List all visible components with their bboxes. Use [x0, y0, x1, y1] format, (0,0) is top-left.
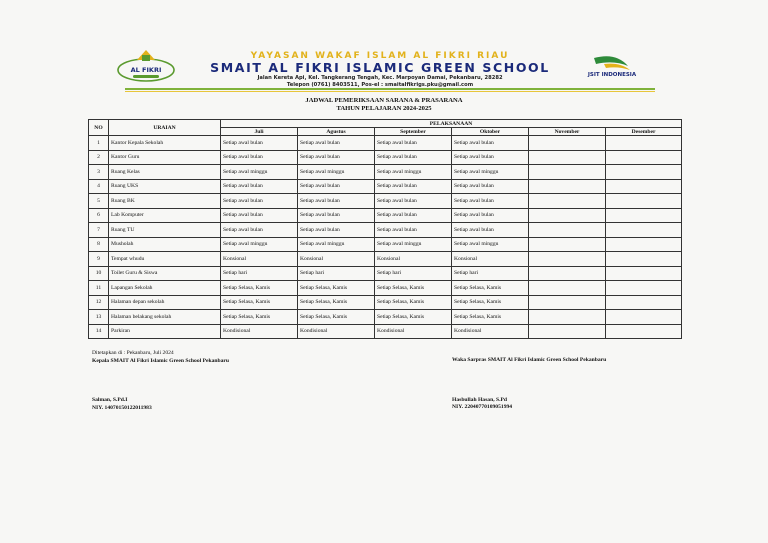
schedule-cell: Setiap Selasa, Kamis: [298, 281, 375, 296]
row-number: 7: [89, 223, 109, 238]
table-row: [89, 223, 682, 238]
schedule-cell: Setiap awal minggu: [452, 165, 529, 180]
table-row: [89, 150, 682, 165]
table-row: [89, 266, 682, 281]
schedule-cell: Setiap awal bulan: [375, 150, 452, 165]
schedule-cell: Setiap awal bulan: [221, 194, 298, 209]
table-row: [89, 179, 682, 194]
schedule-cell: Setiap Selasa, Kamis: [298, 310, 375, 325]
row-number: 5: [89, 194, 109, 209]
row-uraian: Kantor Guru: [109, 150, 221, 165]
schedule-cell: [606, 223, 682, 238]
table-row: [89, 194, 682, 209]
schedule-cell: [606, 165, 682, 180]
schedule-cell: Setiap hari: [452, 266, 529, 281]
schedule-cell: Setiap awal minggu: [452, 237, 529, 252]
row-number: 6: [89, 208, 109, 223]
foundation-name: YAYASAN WAKAF ISLAM AL FIKRI RIAU: [250, 51, 510, 61]
schedule-cell: Setiap awal bulan: [452, 150, 529, 165]
schedule-cell: Setiap awal bulan: [221, 179, 298, 194]
jsit-logo: [574, 52, 650, 80]
header-month: September: [375, 128, 452, 136]
table-row: [89, 281, 682, 296]
letterhead-divider-accent: [125, 91, 655, 92]
letterhead: [190, 51, 570, 88]
schedule-cell: [606, 295, 682, 310]
schedule-cell: [606, 281, 682, 296]
schedule-cell: Setiap awal bulan: [221, 223, 298, 238]
row-number: 2: [89, 150, 109, 165]
principal-position: Kepala SMAIT Al Fikri Islamic Green School Pekanbaru: [92, 357, 230, 364]
schedule-cell: [606, 208, 682, 223]
schedule-cell: Setiap awal bulan: [375, 223, 452, 238]
table-row: [89, 295, 682, 310]
row-uraian: Ruang BK: [109, 194, 221, 209]
schedule-cell: Setiap awal bulan: [375, 194, 452, 209]
schedule-cell: [529, 223, 606, 238]
school-address: Jalan Kereta Api, Kel. Tangkerang Tengah, Kec. Marpoyan Damai, Pekanbaru, 28282: [257, 75, 503, 81]
schedule-cell: [529, 252, 606, 267]
school-name: SMAIT AL FIKRI ISLAMIC GREEN SCHOOL: [210, 60, 550, 75]
row-uraian: Ruang UKS: [109, 179, 221, 194]
schedule-cell: [529, 194, 606, 209]
schedule-cell: Setiap awal minggu: [298, 165, 375, 180]
table-row: [89, 310, 682, 325]
schedule-cell: Setiap Selasa, Kamis: [298, 295, 375, 310]
row-number: 1: [89, 136, 109, 151]
schedule-cell: [529, 179, 606, 194]
schedule-cell: [529, 150, 606, 165]
principal-niy: NIY. 14070150122011983: [92, 404, 152, 411]
row-number: 3: [89, 165, 109, 180]
header-uraian: URAIAN: [109, 120, 221, 136]
schedule-cell: Setiap Selasa, Kamis: [221, 281, 298, 296]
schedule-cell: Setiap hari: [221, 266, 298, 281]
schedule-cell: Setiap awal bulan: [452, 136, 529, 151]
schedule-cell: Setiap awal bulan: [375, 136, 452, 151]
row-uraian: Halaman depan sekolah: [109, 295, 221, 310]
schedule-table: [88, 119, 682, 339]
row-uraian: Toilet Guru & Siswa: [109, 266, 221, 281]
schedule-cell: Setiap Selasa, Kamis: [221, 295, 298, 310]
signature-right: [452, 357, 606, 412]
row-uraian: Ruang TU: [109, 223, 221, 238]
waka-name: Hasbullah Hasan, S.Pd: [452, 396, 508, 403]
row-uraian: Ruang Kelas: [109, 165, 221, 180]
row-number: 9: [89, 252, 109, 267]
schedule-cell: Kondisional: [375, 324, 452, 339]
schedule-cell: [529, 324, 606, 339]
row-uraian: Parkiran: [109, 324, 221, 339]
schedule-cell: Setiap awal minggu: [375, 165, 452, 180]
letterhead-divider: [125, 88, 655, 90]
schedule-cell: Setiap hari: [298, 266, 375, 281]
table-row: [89, 165, 682, 180]
row-uraian: Musholah: [109, 237, 221, 252]
schedule-cell: Setiap awal bulan: [375, 208, 452, 223]
table-row: [89, 324, 682, 339]
schedule-cell: Setiap awal minggu: [298, 237, 375, 252]
schedule-cell: Setiap awal bulan: [298, 136, 375, 151]
place-date: Ditetapkan di : Pekanbaru, Juli 2024: [92, 350, 174, 356]
row-number: 14: [89, 324, 109, 339]
schedule-cell: [529, 165, 606, 180]
schedule-cell: Setiap awal bulan: [375, 179, 452, 194]
header-month: Juli: [221, 128, 298, 136]
schedule-cell: Konsional: [298, 252, 375, 267]
schedule-cell: Setiap awal bulan: [452, 194, 529, 209]
schedule-cell: Kondisional: [298, 324, 375, 339]
schedule-cell: Setiap awal bulan: [221, 136, 298, 151]
document-title: JADWAL PEMERIKSAAN SARANA & PRASARANA: [305, 97, 463, 104]
waka-position: Waka Sarpras SMAIT Al Fikri Islamic Green School Pekanbaru: [452, 357, 607, 363]
schedule-cell: Kondisional: [221, 324, 298, 339]
schedule-cell: Setiap awal bulan: [298, 194, 375, 209]
row-number: 4: [89, 179, 109, 194]
schedule-cell: Setiap awal minggu: [221, 237, 298, 252]
schedule-cell: Setiap awal bulan: [221, 150, 298, 165]
schedule-cell: Setiap awal bulan: [298, 179, 375, 194]
schedule-cell: Setiap hari: [375, 266, 452, 281]
schedule-cell: Setiap Selasa, Kamis: [221, 310, 298, 325]
principal-name: Salman, S.Pd.I: [92, 397, 128, 403]
row-uraian: Lapangan Sekolah: [109, 281, 221, 296]
schedule-cell: [606, 179, 682, 194]
schedule-cell: [606, 252, 682, 267]
row-uraian: Kantor Kepala Sekolah: [109, 136, 221, 151]
schedule-cell: Setiap awal bulan: [298, 223, 375, 238]
row-number: 8: [89, 237, 109, 252]
table-row: [89, 237, 682, 252]
svg-text:JSIT INDONESIA: JSIT INDONESIA: [587, 72, 637, 78]
signature-left: [92, 350, 229, 412]
school-logo: [115, 48, 177, 84]
schedule-cell: Setiap Selasa, Kamis: [452, 310, 529, 325]
schedule-cell: Setiap Selasa, Kamis: [452, 281, 529, 296]
row-number: 13: [89, 310, 109, 325]
header-month: November: [529, 128, 606, 136]
schedule-cell: [606, 237, 682, 252]
schedule-cell: [606, 194, 682, 209]
schedule-cell: Konsional: [452, 252, 529, 267]
school-contact: Telepon (0761) 8403511, Pos-el : smaitalfikrigs.pku@gmail.com: [286, 81, 474, 88]
schedule-cell: Setiap Selasa, Kamis: [375, 281, 452, 296]
schedule-cell: Konsional: [375, 252, 452, 267]
schedule-cell: Setiap awal minggu: [375, 237, 452, 252]
header-month: Agustus: [298, 128, 375, 136]
schedule-cell: [529, 310, 606, 325]
table-row: [89, 136, 682, 151]
table-row: [89, 252, 682, 267]
schedule-cell: [606, 266, 682, 281]
schedule-cell: Setiap Selasa, Kamis: [452, 295, 529, 310]
schedule-cell: Setiap Selasa, Kamis: [375, 295, 452, 310]
header-no: NO: [89, 120, 109, 136]
schedule-cell: Setiap awal minggu: [221, 165, 298, 180]
header-pelaksanaan: PELAKSANAAN: [221, 120, 682, 128]
svg-text:AL FIKRI: AL FIKRI: [130, 66, 162, 74]
waka-niy: NIY. 22040770109051994: [452, 404, 513, 410]
row-number: 12: [89, 295, 109, 310]
schedule-cell: Setiap awal bulan: [298, 150, 375, 165]
schedule-cell: Setiap awal bulan: [452, 179, 529, 194]
row-uraian: Tempat whudu: [109, 252, 221, 267]
table-row: [89, 208, 682, 223]
schedule-cell: [606, 150, 682, 165]
schedule-cell: [529, 281, 606, 296]
header-month: Desember: [606, 128, 682, 136]
schedule-cell: [606, 136, 682, 151]
schedule-cell: Setiap Selasa, Kamis: [375, 310, 452, 325]
schedule-cell: [529, 266, 606, 281]
schedule-cell: [606, 310, 682, 325]
schedule-cell: [529, 237, 606, 252]
row-number: 11: [89, 281, 109, 296]
schedule-cell: [529, 295, 606, 310]
schedule-cell: Setiap awal bulan: [452, 223, 529, 238]
schedule-cell: Konsional: [221, 252, 298, 267]
schedule-cell: [529, 136, 606, 151]
schedule-cell: Setiap awal bulan: [452, 208, 529, 223]
schedule-cell: Kondisional: [452, 324, 529, 339]
header-month: Oktober: [452, 128, 529, 136]
schedule-cell: Setiap awal bulan: [221, 208, 298, 223]
row-uraian: Lab Komputer: [109, 208, 221, 223]
schedule-cell: [606, 324, 682, 339]
schedule-cell: Setiap awal bulan: [298, 208, 375, 223]
row-uraian: Halaman belakang sekolah: [109, 310, 221, 325]
document-subtitle: TAHUN PELAJARAN 2024-2025: [336, 105, 432, 112]
row-number: 10: [89, 266, 109, 281]
schedule-cell: [529, 208, 606, 223]
